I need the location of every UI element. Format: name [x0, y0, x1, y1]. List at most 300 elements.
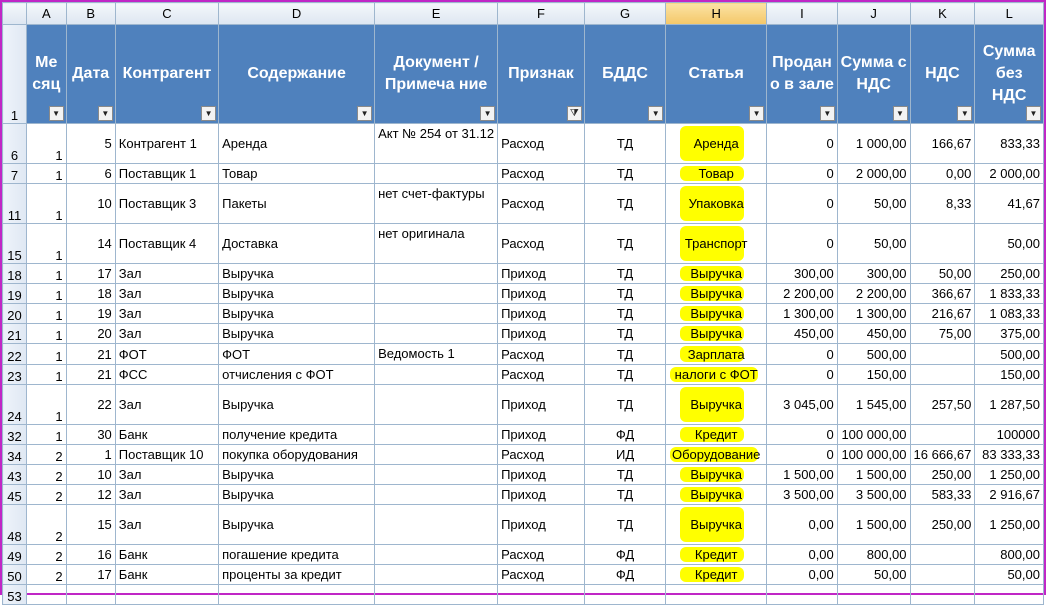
cell-sum-without-vat[interactable]: 800,00: [975, 545, 1044, 565]
row-number[interactable]: 18: [3, 264, 27, 284]
cell-content[interactable]: Выручка: [219, 304, 375, 324]
cell-article[interactable]: [666, 505, 767, 545]
cell-document[interactable]: Акт № 254 от 31.12: [375, 124, 498, 164]
row-number[interactable]: 43: [3, 465, 27, 485]
cell-vat[interactable]: 583,33: [910, 485, 975, 505]
cell-article[interactable]: [666, 445, 767, 465]
cell-sum-without-vat[interactable]: 833,33: [975, 124, 1044, 164]
cell-sold-in-hall[interactable]: 450,00: [767, 324, 838, 344]
table-row: [3, 505, 1044, 545]
cell-vat[interactable]: 257,50: [910, 385, 975, 425]
cell-month[interactable]: 2: [27, 505, 67, 545]
cell-sold-in-hall[interactable]: 0: [767, 344, 838, 365]
cell-sign[interactable]: Приход: [498, 304, 585, 324]
cell-month[interactable]: 1: [27, 365, 67, 385]
cell-month[interactable]: 1: [27, 164, 67, 184]
cell-month[interactable]: 2: [27, 565, 67, 585]
cell-vat[interactable]: 0,00: [910, 164, 975, 184]
dropdown-arrow-icon[interactable]: ▼: [957, 106, 972, 121]
cell-bdds[interactable]: ТД: [584, 385, 665, 425]
cell-date[interactable]: 10: [66, 184, 115, 224]
cell-content[interactable]: Выручка: [219, 385, 375, 425]
cell-sum-with-vat[interactable]: 300,00: [837, 264, 910, 284]
cell-sold-in-hall[interactable]: 0: [767, 445, 838, 465]
cell-counterparty[interactable]: Поставщик 3: [115, 184, 218, 224]
article-label: Выручка: [690, 487, 742, 502]
cell-date[interactable]: 1: [66, 445, 115, 465]
article-label: Выручка: [690, 467, 742, 482]
empty-cell[interactable]: [837, 585, 910, 605]
cell-bdds[interactable]: ТД: [584, 304, 665, 324]
cell-bdds[interactable]: ТД: [584, 284, 665, 304]
cell-document[interactable]: нет счет-фактуры: [375, 184, 498, 224]
cell-sum-without-vat[interactable]: 1 250,00: [975, 465, 1044, 485]
cell-sum-with-vat[interactable]: 2 200,00: [837, 284, 910, 304]
cell-bdds[interactable]: ТД: [584, 124, 665, 164]
table-row: [3, 565, 1044, 585]
cell-counterparty[interactable]: Зал: [115, 485, 218, 505]
cell-article[interactable]: [666, 485, 767, 505]
cell-bdds[interactable]: ТД: [584, 264, 665, 284]
cell-date[interactable]: 16: [66, 545, 115, 565]
column-header-j[interactable]: J: [837, 3, 910, 25]
cell-sum-without-vat[interactable]: 1 833,33: [975, 284, 1044, 304]
cell-bdds[interactable]: ТД: [584, 485, 665, 505]
row-number[interactable]: 11: [3, 184, 27, 224]
cell-content[interactable]: Товар: [219, 164, 375, 184]
cell-sum-without-vat[interactable]: 50,00: [975, 224, 1044, 264]
cell-month[interactable]: 1: [27, 284, 67, 304]
cell-sign[interactable]: Расход: [498, 365, 585, 385]
row-number[interactable]: 20: [3, 304, 27, 324]
cell-vat[interactable]: 250,00: [910, 465, 975, 485]
header-article: [666, 25, 767, 124]
cell-content[interactable]: Выручка: [219, 264, 375, 284]
row-number[interactable]: 53: [3, 585, 27, 605]
empty-cell[interactable]: [27, 585, 67, 605]
cell-document[interactable]: [375, 465, 498, 485]
cell-content[interactable]: Пакеты: [219, 184, 375, 224]
table-row: [3, 425, 1044, 445]
cell-sign[interactable]: Приход: [498, 485, 585, 505]
cell-date[interactable]: 18: [66, 284, 115, 304]
cell-counterparty[interactable]: Банк: [115, 545, 218, 565]
cell-month[interactable]: 1: [27, 385, 67, 425]
cell-counterparty[interactable]: Контрагент 1: [115, 124, 218, 164]
article-label: Выручка: [690, 266, 742, 281]
cell-sum-without-vat[interactable]: 1 083,33: [975, 304, 1044, 324]
cell-article[interactable]: [666, 304, 767, 324]
cell-vat[interactable]: 216,67: [910, 304, 975, 324]
cell-sum-with-vat[interactable]: 800,00: [837, 545, 910, 565]
cell-bdds[interactable]: ТД: [584, 224, 665, 264]
cell-article[interactable]: [666, 465, 767, 485]
cell-bdds[interactable]: ТД: [584, 184, 665, 224]
cell-sold-in-hall[interactable]: 0: [767, 164, 838, 184]
cell-article[interactable]: [666, 324, 767, 344]
table-row: [3, 465, 1044, 485]
header-label: Ме сяц: [32, 54, 61, 93]
cell-sign[interactable]: Приход: [498, 324, 585, 344]
cell-content[interactable]: Выручка: [219, 465, 375, 485]
cell-sold-in-hall[interactable]: 2 200,00: [767, 284, 838, 304]
empty-cell[interactable]: [975, 585, 1044, 605]
empty-cell[interactable]: [910, 585, 975, 605]
column-header-f[interactable]: F: [498, 3, 585, 25]
empty-cell[interactable]: [767, 585, 838, 605]
cell-article[interactable]: [666, 124, 767, 164]
cell-date[interactable]: 20: [66, 324, 115, 344]
cell-month[interactable]: 1: [27, 184, 67, 224]
cell-sum-with-vat[interactable]: 50,00: [837, 224, 910, 264]
article-label: Зарплата: [687, 346, 745, 362]
row-number[interactable]: 1: [3, 25, 27, 124]
cell-counterparty[interactable]: Зал: [115, 284, 218, 304]
funnel-filter-icon[interactable]: ⧩: [567, 106, 582, 121]
cell-sold-in-hall[interactable]: 0: [767, 425, 838, 445]
cell-content[interactable]: получение кредита: [219, 425, 375, 445]
header-bdds: [584, 25, 665, 124]
cell-vat[interactable]: [910, 365, 975, 385]
cell-sum-without-vat[interactable]: 2 000,00: [975, 164, 1044, 184]
cell-document[interactable]: [375, 545, 498, 565]
cell-counterparty[interactable]: Поставщик 4: [115, 224, 218, 264]
row-number[interactable]: 48: [3, 505, 27, 545]
cell-document[interactable]: нет оригинала: [375, 224, 498, 264]
select-all-corner[interactable]: [3, 3, 27, 25]
cell-date[interactable]: 17: [66, 264, 115, 284]
cell-sign[interactable]: Приход: [498, 425, 585, 445]
cell-content[interactable]: покупка оборудования: [219, 445, 375, 465]
article-label: Товар: [698, 166, 734, 181]
cell-article[interactable]: [666, 184, 767, 224]
cell-sum-without-vat[interactable]: 500,00: [975, 344, 1044, 365]
cell-sum-with-vat[interactable]: 500,00: [837, 344, 910, 365]
cell-bdds[interactable]: ФД: [584, 425, 665, 445]
empty-cell[interactable]: [219, 585, 375, 605]
cell-vat[interactable]: [910, 545, 975, 565]
cell-sold-in-hall[interactable]: 0: [767, 365, 838, 385]
row-number[interactable]: 32: [3, 425, 27, 445]
row-number[interactable]: 34: [3, 445, 27, 465]
cell-article[interactable]: [666, 365, 767, 385]
cell-document[interactable]: [375, 485, 498, 505]
cell-sum-without-vat[interactable]: 50,00: [975, 565, 1044, 585]
cell-sign[interactable]: Расход: [498, 445, 585, 465]
column-header-c[interactable]: C: [115, 3, 218, 25]
empty-cell[interactable]: [375, 585, 498, 605]
cell-article[interactable]: [666, 565, 767, 585]
cell-sum-with-vat[interactable]: 2 000,00: [837, 164, 910, 184]
cell-article[interactable]: [666, 545, 767, 565]
cell-date[interactable]: 14: [66, 224, 115, 264]
column-header-k[interactable]: K: [910, 3, 975, 25]
cell-article[interactable]: [666, 264, 767, 284]
column-header-l[interactable]: L: [975, 3, 1044, 25]
column-header-h-selected[interactable]: H: [666, 3, 767, 25]
row-number[interactable]: 21: [3, 324, 27, 344]
cell-content[interactable]: погашение кредита: [219, 545, 375, 565]
cell-sold-in-hall[interactable]: 0,00: [767, 565, 838, 585]
empty-cell[interactable]: [584, 585, 665, 605]
header-vat: [910, 25, 975, 124]
row-number[interactable]: 6: [3, 124, 27, 164]
cell-counterparty[interactable]: Зал: [115, 465, 218, 485]
cell-date[interactable]: 21: [66, 365, 115, 385]
cell-sum-without-vat[interactable]: 1 250,00: [975, 505, 1044, 545]
header-sold-in-hall: [767, 25, 838, 124]
dropdown-arrow-icon[interactable]: ▼: [201, 106, 216, 121]
cell-sign[interactable]: Приход: [498, 505, 585, 545]
cell-date[interactable]: 22: [66, 385, 115, 425]
cell-counterparty[interactable]: Банк: [115, 425, 218, 445]
row-number[interactable]: 49: [3, 545, 27, 565]
row-number[interactable]: 45: [3, 485, 27, 505]
cell-sign[interactable]: Расход: [498, 344, 585, 365]
cell-content[interactable]: Выручка: [219, 505, 375, 545]
cell-sold-in-hall[interactable]: 3 500,00: [767, 485, 838, 505]
cell-month[interactable]: 1: [27, 224, 67, 264]
cell-article[interactable]: [666, 344, 767, 365]
cell-counterparty[interactable]: Зал: [115, 324, 218, 344]
cell-sold-in-hall[interactable]: 0: [767, 124, 838, 164]
cell-bdds[interactable]: ФД: [584, 565, 665, 585]
cell-document[interactable]: [375, 385, 498, 425]
cell-vat[interactable]: 75,00: [910, 324, 975, 344]
cell-date[interactable]: 6: [66, 164, 115, 184]
cell-month[interactable]: 1: [27, 344, 67, 365]
cell-sum-without-vat[interactable]: 100000: [975, 425, 1044, 445]
cell-month[interactable]: 1: [27, 324, 67, 344]
header-label: Документ /Примеча ние: [384, 54, 488, 93]
cell-sum-with-vat[interactable]: 1 000,00: [837, 124, 910, 164]
cell-vat[interactable]: 250,00: [910, 505, 975, 545]
cell-bdds[interactable]: ФД: [584, 545, 665, 565]
cell-date[interactable]: 19: [66, 304, 115, 324]
table-row: [3, 124, 1044, 164]
dropdown-arrow-icon[interactable]: ▼: [49, 106, 64, 121]
cell-bdds[interactable]: ИД: [584, 445, 665, 465]
cell-bdds[interactable]: ТД: [584, 344, 665, 365]
cell-month[interactable]: 1: [27, 304, 67, 324]
dropdown-arrow-icon[interactable]: ▼: [749, 106, 764, 121]
cell-counterparty[interactable]: Зал: [115, 385, 218, 425]
cell-vat[interactable]: 16 666,67: [910, 445, 975, 465]
cell-sum-without-vat[interactable]: 1 287,50: [975, 385, 1044, 425]
cell-sum-without-vat[interactable]: 83 333,33: [975, 445, 1044, 465]
cell-bdds[interactable]: ТД: [584, 465, 665, 485]
cell-date[interactable]: 30: [66, 425, 115, 445]
cell-sum-with-vat[interactable]: 450,00: [837, 324, 910, 344]
cell-counterparty[interactable]: ФОТ: [115, 344, 218, 365]
row-number[interactable]: 19: [3, 284, 27, 304]
cell-sum-without-vat[interactable]: 250,00: [975, 264, 1044, 284]
cell-article[interactable]: [666, 224, 767, 264]
cell-date[interactable]: 21: [66, 344, 115, 365]
dropdown-arrow-icon[interactable]: ▼: [1026, 106, 1041, 121]
cell-sold-in-hall[interactable]: 1 500,00: [767, 465, 838, 485]
cell-month[interactable]: 2: [27, 445, 67, 465]
cell-counterparty[interactable]: ФСС: [115, 365, 218, 385]
cell-sign[interactable]: Приход: [498, 385, 585, 425]
cell-content[interactable]: проценты за кредит: [219, 565, 375, 585]
row-number[interactable]: 22: [3, 344, 27, 365]
cell-document[interactable]: [375, 264, 498, 284]
cell-sum-with-vat[interactable]: 1 500,00: [837, 465, 910, 485]
cell-sum-with-vat[interactable]: 150,00: [837, 365, 910, 385]
cell-document[interactable]: [375, 505, 498, 545]
table-row: [3, 445, 1044, 465]
empty-cell[interactable]: [66, 585, 115, 605]
row-number[interactable]: 15: [3, 224, 27, 264]
cell-sum-without-vat[interactable]: 150,00: [975, 365, 1044, 385]
cell-month[interactable]: 2: [27, 465, 67, 485]
cell-sum-with-vat[interactable]: 1 300,00: [837, 304, 910, 324]
dropdown-arrow-icon[interactable]: ▼: [893, 106, 908, 121]
cell-content[interactable]: Аренда: [219, 124, 375, 164]
cell-month[interactable]: 1: [27, 425, 67, 445]
cell-sold-in-hall[interactable]: 1 300,00: [767, 304, 838, 324]
cell-sum-with-vat[interactable]: 1 500,00: [837, 505, 910, 545]
cell-vat[interactable]: 166,67: [910, 124, 975, 164]
cell-document[interactable]: [375, 565, 498, 585]
cell-sum-with-vat[interactable]: 1 545,00: [837, 385, 910, 425]
cell-sum-without-vat[interactable]: 375,00: [975, 324, 1044, 344]
column-header-b[interactable]: B: [66, 3, 115, 25]
row-number[interactable]: 50: [3, 565, 27, 585]
cell-month[interactable]: 2: [27, 545, 67, 565]
cell-sold-in-hall[interactable]: 300,00: [767, 264, 838, 284]
cell-sum-with-vat[interactable]: 3 500,00: [837, 485, 910, 505]
header-label: Сумма без НДС: [982, 43, 1036, 104]
empty-cell[interactable]: [666, 585, 767, 605]
cell-document[interactable]: [375, 304, 498, 324]
dropdown-arrow-icon[interactable]: ▼: [648, 106, 663, 121]
row-number[interactable]: 7: [3, 164, 27, 184]
cell-content[interactable]: Выручка: [219, 324, 375, 344]
cell-content[interactable]: ФОТ: [219, 344, 375, 365]
cell-document[interactable]: Ведомость 1: [375, 344, 498, 365]
cell-counterparty[interactable]: Зал: [115, 304, 218, 324]
cell-content[interactable]: Доставка: [219, 224, 375, 264]
cell-month[interactable]: 1: [27, 124, 67, 164]
column-header-a[interactable]: A: [27, 3, 67, 25]
article-label: Выручка: [690, 306, 742, 321]
cell-counterparty[interactable]: Поставщик 1: [115, 164, 218, 184]
cell-sign[interactable]: Расход: [498, 565, 585, 585]
cell-vat[interactable]: 8,33: [910, 184, 975, 224]
cell-sign[interactable]: Расход: [498, 545, 585, 565]
cell-date[interactable]: 10: [66, 465, 115, 485]
cell-document[interactable]: [375, 164, 498, 184]
header-sum-with-vat: [837, 25, 910, 124]
cell-vat[interactable]: [910, 425, 975, 445]
cell-counterparty[interactable]: Зал: [115, 264, 218, 284]
header-counterparty: [115, 25, 218, 124]
cell-content[interactable]: отчисления с ФОТ: [219, 365, 375, 385]
column-header-e[interactable]: E: [375, 3, 498, 25]
cell-sum-without-vat[interactable]: 2 916,67: [975, 485, 1044, 505]
cell-sign[interactable]: Расход: [498, 184, 585, 224]
cell-sign[interactable]: Приход: [498, 264, 585, 284]
cell-sign[interactable]: Расход: [498, 224, 585, 264]
cell-counterparty[interactable]: Банк: [115, 565, 218, 585]
cell-sum-without-vat[interactable]: 41,67: [975, 184, 1044, 224]
table-row: [3, 224, 1044, 264]
cell-sold-in-hall[interactable]: 0,00: [767, 505, 838, 545]
cell-month[interactable]: 1: [27, 264, 67, 284]
cell-bdds[interactable]: ТД: [584, 365, 665, 385]
cell-content[interactable]: Выручка: [219, 284, 375, 304]
cell-article[interactable]: [666, 164, 767, 184]
column-header-d[interactable]: D: [219, 3, 375, 25]
cell-article[interactable]: [666, 284, 767, 304]
column-header-i[interactable]: I: [767, 3, 838, 25]
cell-bdds[interactable]: ТД: [584, 505, 665, 545]
cell-counterparty[interactable]: Зал: [115, 505, 218, 545]
cell-content[interactable]: Выручка: [219, 485, 375, 505]
table-row: [3, 545, 1044, 565]
cell-sign[interactable]: Приход: [498, 284, 585, 304]
cell-sum-with-vat[interactable]: 50,00: [837, 184, 910, 224]
row-number[interactable]: 24: [3, 385, 27, 425]
cell-date[interactable]: 5: [66, 124, 115, 164]
cell-sold-in-hall[interactable]: 0: [767, 224, 838, 264]
cell-sold-in-hall[interactable]: 3 045,00: [767, 385, 838, 425]
cell-document[interactable]: [375, 365, 498, 385]
cell-bdds[interactable]: ТД: [584, 324, 665, 344]
cell-date[interactable]: 15: [66, 505, 115, 545]
cell-counterparty[interactable]: Поставщик 10: [115, 445, 218, 465]
cell-document[interactable]: [375, 284, 498, 304]
cell-vat[interactable]: [910, 344, 975, 365]
cell-date[interactable]: 12: [66, 485, 115, 505]
dropdown-arrow-icon[interactable]: ▼: [820, 106, 835, 121]
column-header-g[interactable]: G: [584, 3, 665, 25]
dropdown-arrow-icon[interactable]: ▼: [98, 106, 113, 121]
cell-sold-in-hall[interactable]: 0,00: [767, 545, 838, 565]
dropdown-arrow-icon[interactable]: ▼: [480, 106, 495, 121]
empty-cell[interactable]: [498, 585, 585, 605]
cell-sum-with-vat[interactable]: 100 000,00: [837, 425, 910, 445]
cell-article[interactable]: [666, 425, 767, 445]
header-label: Содержание: [247, 65, 346, 82]
cell-vat[interactable]: 50,00: [910, 264, 975, 284]
cell-vat[interactable]: [910, 565, 975, 585]
dropdown-arrow-icon[interactable]: ▼: [357, 106, 372, 121]
cell-sign[interactable]: Приход: [498, 465, 585, 485]
header-sign: [498, 25, 585, 124]
cell-bdds[interactable]: ТД: [584, 164, 665, 184]
cell-document[interactable]: [375, 445, 498, 465]
cell-article[interactable]: [666, 385, 767, 425]
cell-document[interactable]: [375, 425, 498, 445]
table-row: [3, 344, 1044, 365]
cell-vat[interactable]: 366,67: [910, 284, 975, 304]
cell-vat[interactable]: [910, 224, 975, 264]
cell-sold-in-hall[interactable]: 0: [767, 184, 838, 224]
cell-document[interactable]: [375, 324, 498, 344]
cell-sign[interactable]: Расход: [498, 164, 585, 184]
cell-month[interactable]: 2: [27, 485, 67, 505]
cell-sign[interactable]: Расход: [498, 124, 585, 164]
row-number[interactable]: 23: [3, 365, 27, 385]
cell-sum-with-vat[interactable]: 50,00: [837, 565, 910, 585]
header-label: Контрагент: [122, 65, 212, 82]
cell-sum-with-vat[interactable]: 100 000,00: [837, 445, 910, 465]
empty-cell[interactable]: [115, 585, 218, 605]
cell-date[interactable]: 17: [66, 565, 115, 585]
